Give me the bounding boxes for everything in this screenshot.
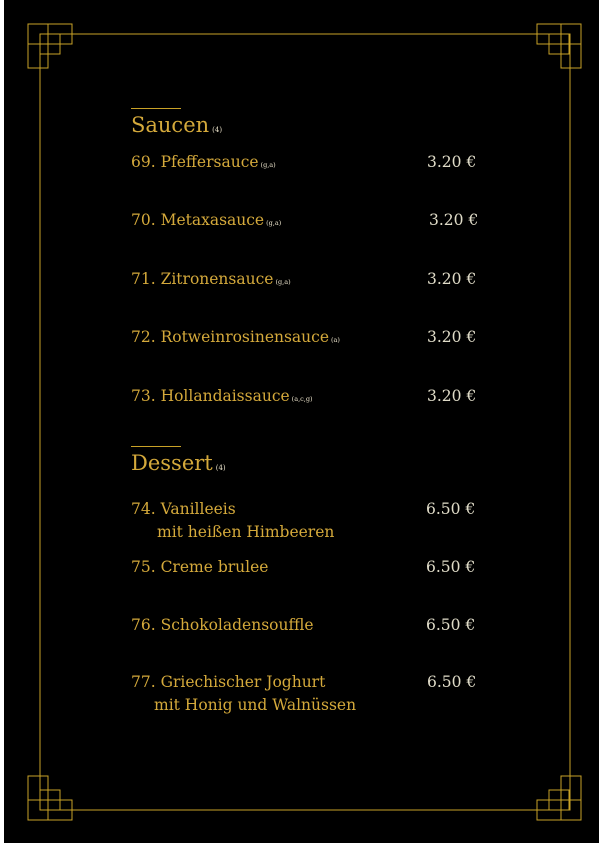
- menu-item-70: [131, 211, 281, 229]
- item-subtitle: mit heißen Himbeeren: [157, 523, 335, 541]
- item-name: 71. Zitronensauce: [131, 270, 274, 288]
- menu-item-76: [131, 616, 314, 634]
- item-name: 70. Metaxasauce: [131, 211, 265, 229]
- menu-item-77: [131, 673, 356, 714]
- item-allergen: (a): [331, 336, 340, 344]
- item-allergen: (g,a): [266, 219, 282, 227]
- menu-item-73: [131, 387, 313, 405]
- item-price: 3.20 €: [427, 387, 477, 405]
- corner-ornament-bottom-left: [28, 776, 72, 820]
- item-price: 6.50 €: [427, 673, 477, 691]
- menu-item-69: [131, 153, 276, 171]
- menu-item-71: [131, 270, 291, 288]
- item-name: 74. Vanilleeis: [131, 500, 236, 518]
- menu-item-75: [131, 558, 268, 576]
- section-allergen: (4): [212, 126, 223, 134]
- item-name: 69. Pfeffersauce: [131, 153, 259, 171]
- menu-page: [4, 0, 599, 843]
- section-rule-dessert: [131, 446, 181, 447]
- item-price: 6.50 €: [426, 616, 476, 634]
- item-price: 6.50 €: [426, 500, 476, 518]
- corner-ornament-bottom-right: [537, 776, 581, 820]
- section-title-dessert: [131, 451, 226, 475]
- item-allergen: (g,a): [275, 278, 291, 286]
- corner-ornament-top-right: [537, 24, 581, 68]
- section-title-saucen: [131, 113, 222, 137]
- menu-item-74: [131, 500, 334, 541]
- item-price: 3.20 €: [427, 328, 477, 346]
- section-rule-saucen: [131, 108, 181, 109]
- section-title-text: Saucen: [131, 113, 210, 137]
- item-name: 76. Schokoladensouffle: [131, 616, 314, 634]
- item-price: 3.20 €: [427, 270, 477, 288]
- item-name: 75. Creme brulee: [131, 558, 269, 576]
- item-allergen: (a,c,g): [291, 395, 313, 403]
- item-name: 73. Hollandaissauce: [131, 387, 290, 405]
- decorative-frame: [4, 0, 599, 843]
- item-price: 3.20 €: [427, 153, 477, 171]
- item-price: 6.50 €: [426, 558, 476, 576]
- item-subtitle: mit Honig und Walnüssen: [154, 696, 357, 714]
- corner-ornament-top-left: [28, 24, 72, 68]
- item-name: 77. Griechischer Joghurt: [131, 673, 326, 691]
- item-allergen: (g,a): [260, 161, 276, 169]
- section-title-text: Dessert: [131, 451, 213, 475]
- item-price: 3.20 €: [429, 211, 479, 229]
- item-name: 72. Rotweinrosinensauce: [131, 328, 330, 346]
- section-allergen: (4): [215, 464, 226, 472]
- menu-item-72: [131, 328, 340, 346]
